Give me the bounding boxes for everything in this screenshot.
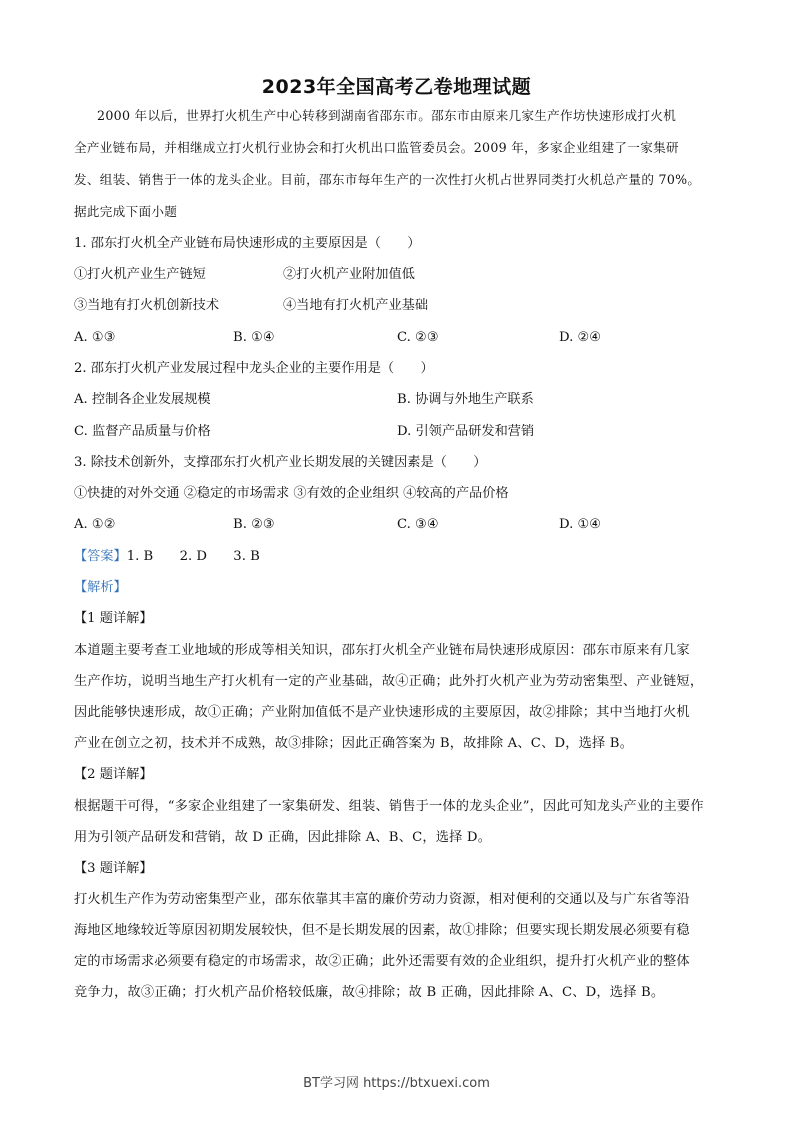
q3-option-d: D. ①④ xyxy=(559,517,602,532)
answer-line xyxy=(74,550,260,563)
q3-option-b: B. ②③ xyxy=(233,517,275,532)
passage-line-1: 2000 年以后，世界打火机生产中心转移到湖南省邵东市。邵东市由原来几家生产作坊快速形成打火机 xyxy=(97,108,677,123)
q3-statements: ①快捷的对外交通 ②稳定的市场需求 ③有效的企业组织 ④较高的产品价格 xyxy=(74,486,509,501)
q1-statement-2: ②打火机产业附加值低 xyxy=(283,267,415,282)
passage-line-2: 全产业链布局，并相继成立打火机行业协会和打火机出口监管委员会。2009 年，多家企业组建了一家集研 xyxy=(74,140,679,155)
q2-option-a: A. 控制各企业发展规模 xyxy=(74,392,211,407)
q1-option-a: A. ①③ xyxy=(74,330,116,345)
passage-line-3: 发、组装、销售于一体的龙头企业。目前，邵东市每年生产的一次性打火机占世界同类打火机总产量的 70%。 xyxy=(74,172,701,187)
passage-line-4: 据此完成下面小题 xyxy=(74,204,178,219)
q2-option-b: B. 协调与外地生产联系 xyxy=(397,392,534,407)
detail-3-line-1: 打火机生产作为劳动密集型产业，邵东依靠其丰富的廉价劳动力资源，相对便利的交通以及与广东省等沿 xyxy=(74,892,690,907)
detail-1-line-2: 生产作坊，说明当地生产打火机有一定的产业基础，故④正确；此外打火机产业为劳动密集型、产业链短， xyxy=(74,674,704,689)
page-title: 2023年全国高考乙卷地理试题 xyxy=(261,76,532,98)
q2-option-c: C. 监督产品质量与价格 xyxy=(74,424,211,439)
detail-1-heading: 【1 题详解】 xyxy=(74,611,153,626)
detail-3-heading: 【3 题详解】 xyxy=(74,861,153,876)
question-2-stem: 2. 邵东打火机产业发展过程中龙头企业的主要作用是（ ） xyxy=(74,361,434,376)
q1-option-d: D. ②④ xyxy=(559,330,602,345)
detail-2-heading: 【2 题详解】 xyxy=(74,767,153,782)
question-1-stem: 1. 邵东打火机全产业链布局快速形成的主要原因是（ ） xyxy=(74,236,421,251)
q1-statement-3: ③当地有打火机创新技术 xyxy=(74,298,220,313)
q1-option-c: C. ②③ xyxy=(397,330,439,345)
detail-1-line-3: 因此能够快速形成，故①正确；产业附加值低不是产业快速形成的主要原因，故②排除；其中当地打火机 xyxy=(74,705,690,720)
detail-2-line-2: 用为引领产品研发和营销，故 D 正确，因此排除 A、B、C，选择 D。 xyxy=(74,830,492,845)
q3-option-a: A. ①② xyxy=(74,517,116,532)
answer-text: 1. B 2. D 3. B xyxy=(126,549,260,564)
detail-3-line-4: 竞争力，故③正确；打火机产品价格较低廉，故④排除；故 B 正确，因此排除 A、C、D，选择 B。 xyxy=(74,985,665,1000)
q1-statement-4: ④当地有打火机产业基础 xyxy=(283,298,429,313)
analysis-label: 【解析】 xyxy=(74,580,127,595)
detail-3-line-2: 海地区地缘较近等原因初期发展较快，但不是长期发展的因素，故①排除；但要实现长期发展必须要有稳 xyxy=(74,923,690,938)
q2-option-d: D. 引领产品研发和营销 xyxy=(397,424,535,439)
q3-option-c: C. ③④ xyxy=(397,517,439,532)
q1-statement-1: ①打火机产业生产链短 xyxy=(74,267,206,282)
detail-1-line-1: 本道题主要考查工业地域的形成等相关知识，邵东打火机全产业链布局快速形成原因：邵东市原来有几家 xyxy=(74,643,690,658)
answer-label: 【答案】 xyxy=(74,549,127,564)
footer-watermark[interactable]: BT学习网 https://btxuexi.com xyxy=(303,1076,490,1091)
q1-option-b: B. ①④ xyxy=(233,330,275,345)
question-3-stem: 3. 除技术创新外，支撑邵东打火机产业长期发展的关键因素是（ ） xyxy=(74,455,487,470)
detail-2-line-1: 根据题干可得，“多家企业组建了一家集研发、组装、销售于一体的龙头企业”，因此可知龙头产业的主要作 xyxy=(74,799,704,814)
detail-1-line-4: 产业在创立之初，技术并不成熟，故③排除；因此正确答案为 B，故排除 A、C、D，选择 B。 xyxy=(74,736,634,751)
detail-3-line-3: 定的市场需求必须要有稳定的市场需求，故②正确；此外还需要有效的企业组织，提升打火机产业的整体 xyxy=(74,954,690,969)
